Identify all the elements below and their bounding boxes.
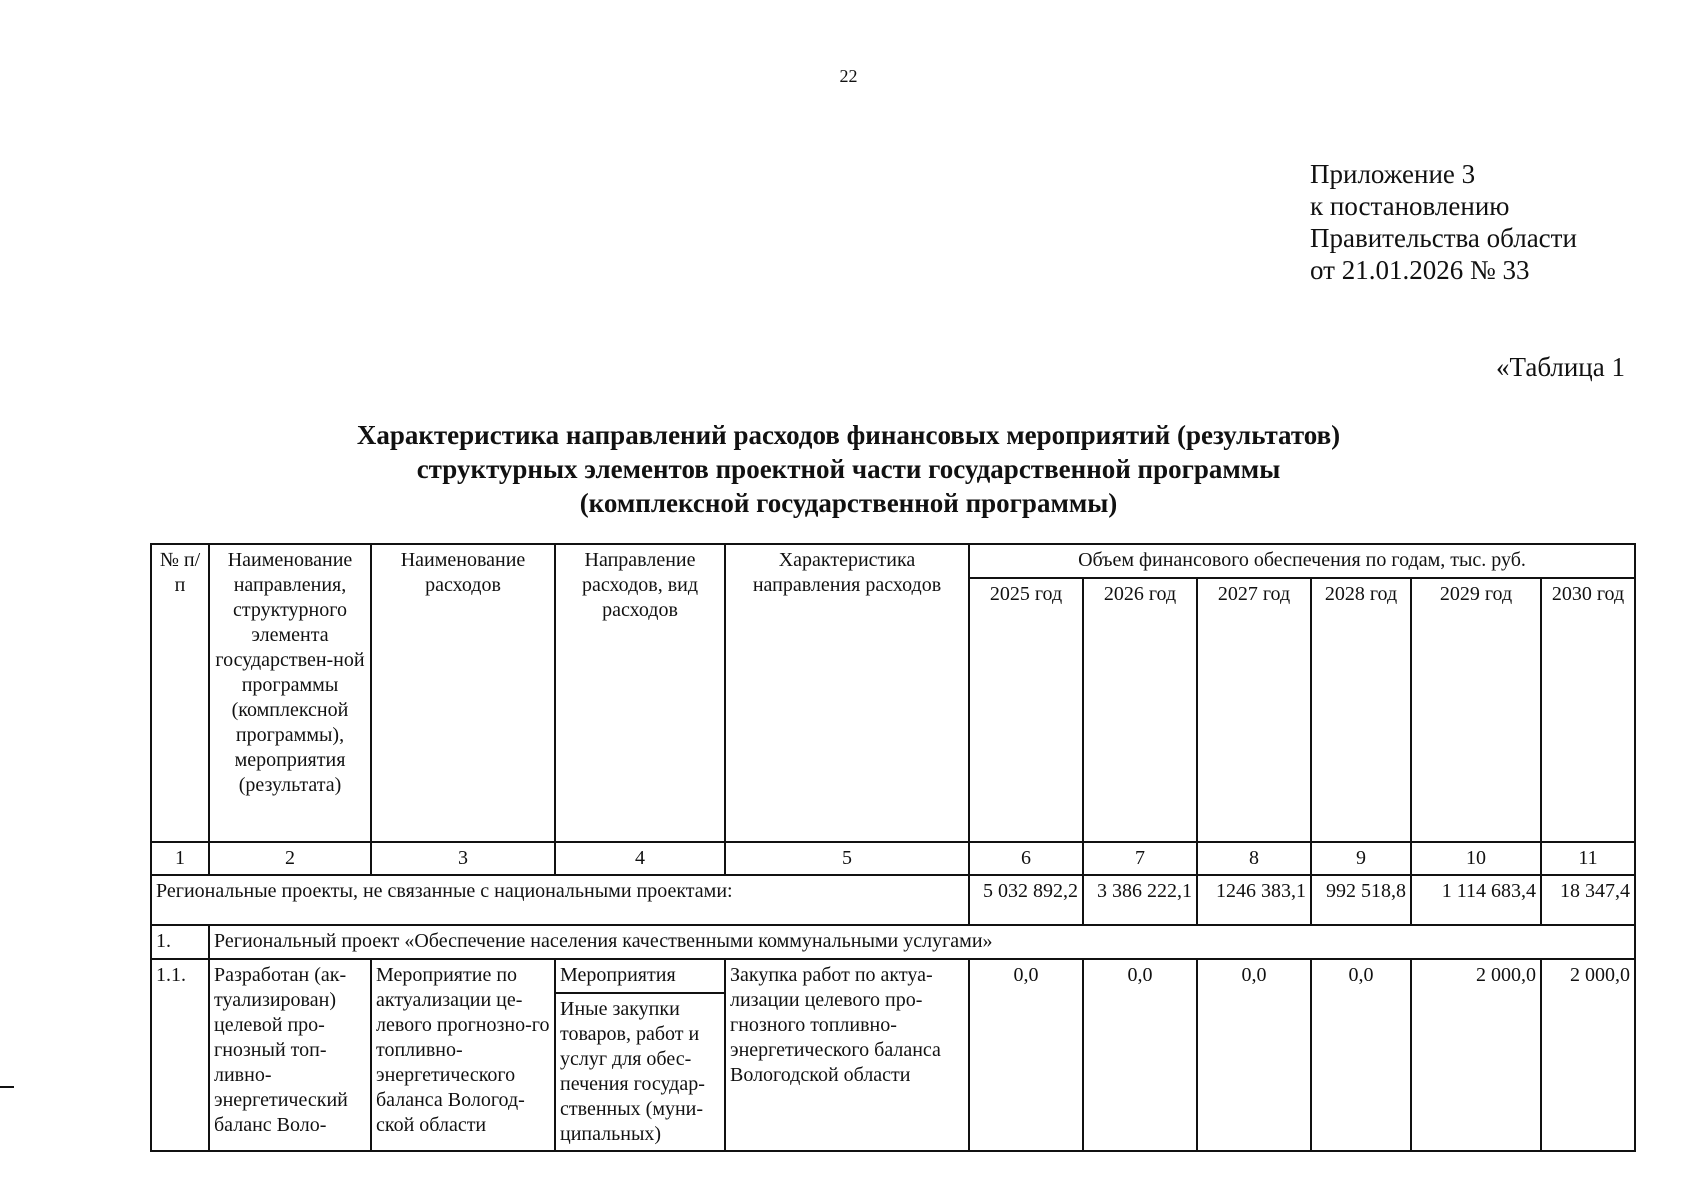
appendix-line-4: от 21.01.2026 № 33 xyxy=(1310,255,1530,285)
regional-total-2027: 1246 383,1 xyxy=(1197,875,1311,925)
row-1-1-2028: 0,0 xyxy=(1311,959,1411,1151)
header-year-2025: 2025 год xyxy=(969,578,1083,842)
table-tag: «Таблица 1 xyxy=(1496,352,1625,382)
header-year-2026: 2026 год xyxy=(1083,578,1197,842)
row-1-1-2030: 2 000,0 xyxy=(1541,959,1635,1151)
column-number: 4 xyxy=(555,842,725,875)
regional-total-label: Региональные проекты, не связанные с национальными проектами: xyxy=(151,875,969,925)
header-name: Наименование направления, структурного элемента государствен-ной программы (комплексной программы), мероприятия (результата) xyxy=(209,544,371,842)
column-number: 11 xyxy=(1541,842,1635,875)
row-1-1-direction xyxy=(555,959,725,1151)
column-number: 7 xyxy=(1083,842,1197,875)
header-direction: Направление расходов, вид расходов xyxy=(555,544,725,842)
regional-total-2030: 18 347,4 xyxy=(1541,875,1635,925)
header-year-2027: 2027 год xyxy=(1197,578,1311,842)
page-number: 22 xyxy=(839,66,858,86)
margin-mark xyxy=(0,1086,14,1088)
header-volume: Объем финансового обеспечения по годам, тыс. руб. xyxy=(969,544,1635,578)
row-1-1-num: 1.1. xyxy=(151,959,209,1151)
document-title xyxy=(0,418,1697,520)
row-1-1-expense-name: Мероприятие по актуализации це-левого прогнозно-го топливно-энергетического баланса Вологод-ской области xyxy=(371,959,555,1151)
regional-total-2029: 1 114 683,4 xyxy=(1411,875,1541,925)
title-line-2: структурных элементов проектной части государственной программы xyxy=(416,454,1281,484)
appendix-line-1: Приложение 3 xyxy=(1310,159,1476,189)
header-characteristic: Характеристика направления расходов xyxy=(725,544,969,842)
regional-total-2026: 3 386 222,1 xyxy=(1083,875,1197,925)
column-number: 6 xyxy=(969,842,1083,875)
row-1-1-2025: 0,0 xyxy=(969,959,1083,1151)
row-1-1-2026: 0,0 xyxy=(1083,959,1197,1151)
header-year-2028: 2028 год xyxy=(1311,578,1411,842)
row-1-1-direction-kind: Иные закупки товаров, работ и услуг для обес-печения государ-ственных (муни-ципальных) xyxy=(560,998,705,1145)
section-1-num: 1. xyxy=(151,925,209,959)
appendix-line-2: к постановлению xyxy=(1310,191,1510,221)
appendix-block xyxy=(1310,158,1577,286)
row-1-1-2027: 0,0 xyxy=(1197,959,1311,1151)
finance-table xyxy=(150,543,1636,1152)
column-number: 10 xyxy=(1411,842,1541,875)
header-num: № п/п xyxy=(151,544,209,842)
column-number: 8 xyxy=(1197,842,1311,875)
row-1-1-2029: 2 000,0 xyxy=(1411,959,1541,1151)
column-number: 3 xyxy=(371,842,555,875)
header-year-2030: 2030 год xyxy=(1541,578,1635,842)
row-1-1-direction-type: Мероприятия xyxy=(556,960,724,994)
title-line-1: Характеристика направлений расходов финансовых мероприятий (результатов) xyxy=(356,420,1341,450)
title-line-3: (комплексной государственной программы) xyxy=(579,488,1118,518)
column-number: 2 xyxy=(209,842,371,875)
column-number: 9 xyxy=(1311,842,1411,875)
row-1-1-characteristic: Закупка работ по актуа-лизации целевого про-гнозного топливно-энергетического баланса Вологодской области xyxy=(725,959,969,1151)
header-year-2029: 2029 год xyxy=(1411,578,1541,842)
appendix-line-3: Правительства области xyxy=(1310,223,1577,253)
section-1-label: Региональный проект «Обеспечение населения качественными коммунальными услугами» xyxy=(209,925,1635,959)
column-number: 5 xyxy=(725,842,969,875)
regional-total-2025: 5 032 892,2 xyxy=(969,875,1083,925)
regional-total-2028: 992 518,8 xyxy=(1311,875,1411,925)
column-number: 1 xyxy=(151,842,209,875)
row-1-1-name: Разработан (ак-туализирован) целевой про-гнозный топ-ливно-энергетический баланс Воло- xyxy=(209,959,371,1151)
header-expense-name: Наименование расходов xyxy=(371,544,555,842)
